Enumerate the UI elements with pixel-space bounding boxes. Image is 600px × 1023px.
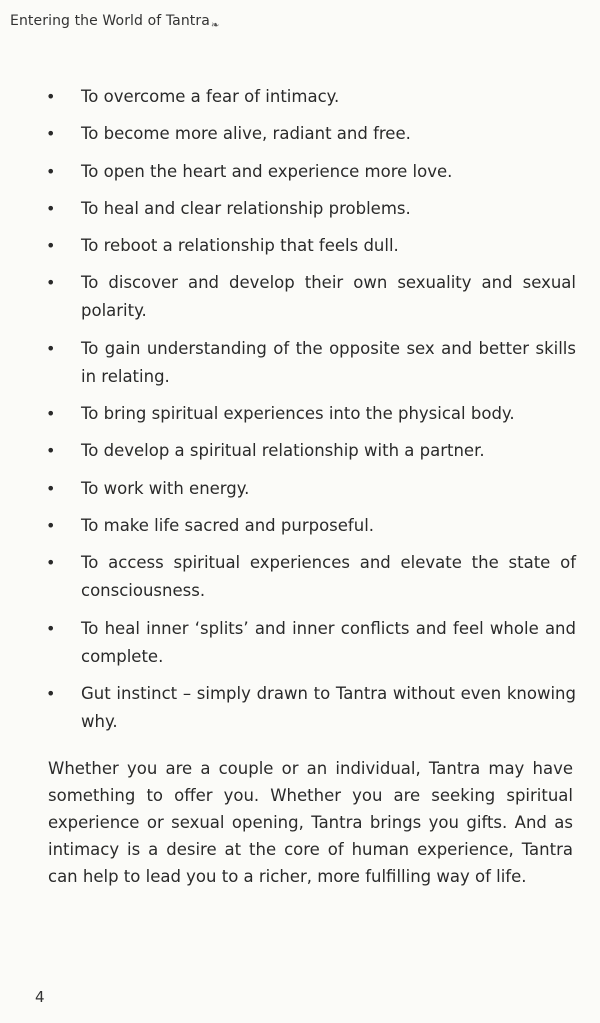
list-item-text: Gut instinct – simply drawn to Tantra without even knowing why. [81,683,576,731]
list-item [46,437,576,465]
list-item [46,680,576,736]
list-item-text: To reboot a relationship that feels dull. [81,236,399,256]
bullet-icon: • [46,478,56,498]
bullet-icon: • [46,515,56,535]
list-item [46,195,576,223]
list-item-text: To gain understanding of the opposite sex and better skills in relating. [81,338,576,386]
list-item-text: To bring spiritual experiences into the physical body. [81,404,515,424]
list-item-text: To discover and develop their own sexuality and sexual polarity. [81,273,576,321]
list-item [46,400,576,428]
bullet-icon: • [46,553,56,573]
bullet-icon: • [46,161,56,181]
bullet-icon: • [46,683,56,703]
list-item [46,549,576,605]
closing-paragraph: Whether you are a couple or an individual, Tantra may have something to offer you. Whether you are seeking spiritual experience or sexual opening, Tantra brings you gifts. And as intimacy is a desire at the core of human experience, Tantra can help to lead you to a richer, more fulfilling way of life. [48,759,573,886]
list-item [46,615,576,671]
list-item-text: To make life sacred and purposeful. [81,515,375,535]
bullet-icon: • [46,236,56,256]
list-item-text: To heal and clear relationship problems. [81,198,411,218]
running-header-title: Entering the World of Tantra [10,13,210,29]
bullet-icon: • [46,198,56,218]
list-item [46,83,576,111]
page-number: 4 [35,988,45,1006]
list-item [46,158,576,186]
list-item-text: To develop a spiritual relationship with a partner. [81,441,485,461]
list-item [46,335,576,391]
bullet-icon: • [46,87,56,106]
list-item [46,512,576,540]
bullet-icon: • [46,124,56,144]
bullet-icon: • [46,618,56,638]
list-item-text: To overcome a fear of intimacy. [81,87,340,106]
running-header [10,13,219,31]
list-item-text: To work with energy. [81,478,250,498]
flourish-ornament-icon: ❧ [210,20,220,31]
list-item-text: To access spiritual experiences and elevate the state of consciousness. [81,553,576,601]
bullet-icon: • [46,338,56,358]
bullet-icon: • [46,273,56,293]
list-item-text: To become more alive, radiant and free. [81,124,411,144]
list-item [46,475,576,503]
reasons-bullet-list [46,83,576,745]
bullet-icon: • [46,404,56,424]
list-item [46,120,576,148]
list-item [46,232,576,260]
list-item [46,269,576,325]
list-item-text: To open the heart and experience more love. [81,161,453,181]
list-item-text: To heal inner ‘splits’ and inner conflicts and feel whole and complete. [81,618,576,666]
bullet-icon: • [46,441,56,461]
